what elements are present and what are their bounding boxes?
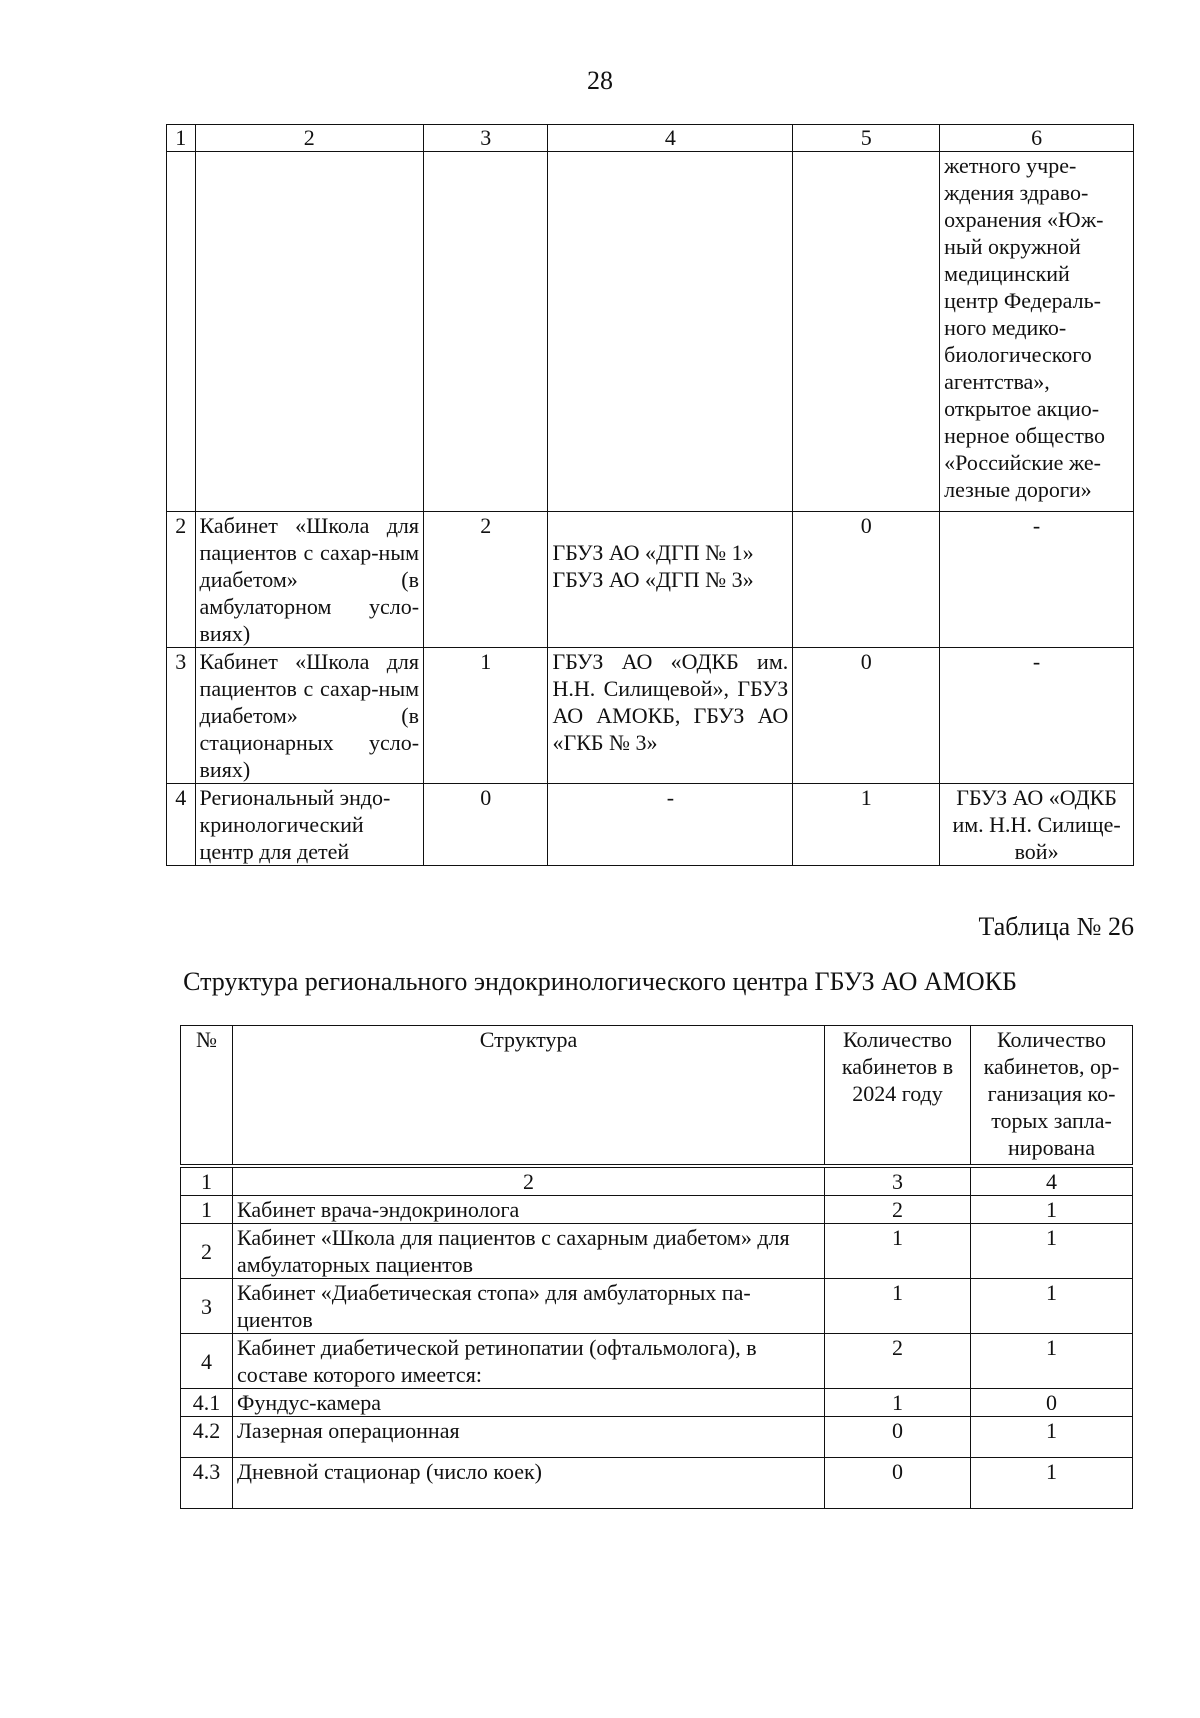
row-count-planned: 1 <box>971 1334 1133 1389</box>
row-structure: Кабинет врача-эндокринолога <box>233 1196 825 1224</box>
table-row <box>167 784 1134 866</box>
cell-institutions: ГБУЗ АО «ДГП № 1» ГБУЗ АО «ДГП № 3» <box>548 512 793 648</box>
table-number: Таблица № 26 <box>978 912 1134 941</box>
header-count-2024: Количество кабинетов в 2024 году <box>825 1026 971 1165</box>
column-number: 4 <box>971 1168 1133 1196</box>
row-count-2024: 0 <box>825 1417 971 1458</box>
table-row <box>181 1334 1133 1389</box>
header-structure: Структура <box>233 1026 825 1165</box>
row-structure: Кабинет диабетической ретинопатии (офтальмолога), в составе которого имеется: <box>233 1334 825 1389</box>
row-number: 3 <box>181 1279 233 1334</box>
table-row <box>181 1279 1133 1334</box>
table-row <box>181 1389 1133 1417</box>
row-structure: Лазерная операционная <box>233 1417 825 1458</box>
row-number: 4 <box>167 784 196 866</box>
cell-institutions <box>548 152 793 512</box>
table-header-row <box>181 1026 1133 1165</box>
row-count-2024: 2 <box>825 1196 971 1224</box>
cell-count: 0 <box>793 648 940 784</box>
row-count-2024: 1 <box>825 1279 971 1334</box>
header-number: № <box>181 1026 233 1165</box>
row-count-2024: 0 <box>825 1458 971 1509</box>
row-count-2024: 1 <box>825 1389 971 1417</box>
row-structure: Кабинет «Школа для пациентов с сахарным диабетом» для амбулаторных пациентов <box>233 1224 825 1279</box>
cell-institutions: - <box>940 648 1134 784</box>
structure-table <box>180 1025 1133 1509</box>
cell-count <box>793 152 940 512</box>
cell-institutions: ГБУЗ АО «ОДКБ им. Н.Н. Силище-вой» <box>940 784 1134 866</box>
continuation-table <box>166 124 1134 866</box>
table-numbering-row <box>181 1168 1133 1196</box>
cell-institutions: - <box>940 512 1134 648</box>
cell-count: 0 <box>424 784 548 866</box>
row-count-2024: 1 <box>825 1224 971 1279</box>
cell-institutions: - <box>548 784 793 866</box>
page-number: 28 <box>587 66 613 95</box>
cell-institutions: ГБУЗ АО «ОДКБ им. Н.Н. Силищевой», ГБУЗ АО АМОКБ, ГБУЗ АО «ГКБ № 3» <box>548 648 793 784</box>
row-number <box>167 152 196 512</box>
column-number: 3 <box>825 1168 971 1196</box>
table-row <box>181 1224 1133 1279</box>
cell-count: 2 <box>424 512 548 648</box>
row-number: 2 <box>167 512 196 648</box>
table-row <box>167 512 1134 648</box>
cell-name <box>195 152 423 512</box>
column-number: 6 <box>940 125 1134 152</box>
column-number: 2 <box>195 125 423 152</box>
row-count-planned: 1 <box>971 1224 1133 1279</box>
row-count-planned: 0 <box>971 1389 1133 1417</box>
row-structure: Фундус-камера <box>233 1389 825 1417</box>
row-count-planned: 1 <box>971 1417 1133 1458</box>
row-number: 2 <box>181 1224 233 1279</box>
table-row <box>181 1458 1133 1509</box>
row-number: 1 <box>181 1196 233 1224</box>
column-number: 4 <box>548 125 793 152</box>
column-number: 1 <box>181 1168 233 1196</box>
column-number: 5 <box>793 125 940 152</box>
cell-name: Региональный эндо-кринологический центр для детей <box>195 784 423 866</box>
row-number: 3 <box>167 648 196 784</box>
cell-count: 0 <box>793 512 940 648</box>
row-structure: Дневной стационар (число коек) <box>233 1458 825 1509</box>
row-number: 4.2 <box>181 1417 233 1458</box>
column-number: 1 <box>167 125 196 152</box>
row-structure: Кабинет «Диабетическая стопа» для амбулаторных па-циентов <box>233 1279 825 1334</box>
table-row <box>181 1196 1133 1224</box>
table-row <box>167 648 1134 784</box>
row-number: 4.1 <box>181 1389 233 1417</box>
row-count-planned: 1 <box>971 1196 1133 1224</box>
cell-institutions: жетного учре- ждения здраво- охранения «Юж- ный окружной медицинский центр Федераль- ного медико- биологического агентства», открытое акцио- нерное общество «Российские же- лезные дороги» <box>940 152 1134 512</box>
cell-name: Кабинет «Школа для пациентов с сахар-ным диабетом» (в амбулаторном усло-виях) <box>195 512 423 648</box>
cell-count: 1 <box>793 784 940 866</box>
row-count-planned: 1 <box>971 1458 1133 1509</box>
row-number: 4 <box>181 1334 233 1389</box>
table-row <box>181 1417 1133 1458</box>
row-count-planned: 1 <box>971 1279 1133 1334</box>
cell-count <box>424 152 548 512</box>
row-number: 4.3 <box>181 1458 233 1509</box>
header-count-planned: Количество кабинетов, ор-ганизация ко-торых запла-нирована <box>971 1026 1133 1165</box>
table-header-row <box>167 125 1134 152</box>
table-title: Структура регионального эндокринологического центра ГБУЗ АО АМОКБ <box>183 967 1017 996</box>
column-number: 3 <box>424 125 548 152</box>
column-number: 2 <box>233 1168 825 1196</box>
cell-count: 1 <box>424 648 548 784</box>
cell-name: Кабинет «Школа для пациентов с сахар-ным диабетом» (в стационарных усло-виях) <box>195 648 423 784</box>
table-row <box>167 152 1134 512</box>
row-count-2024: 2 <box>825 1334 971 1389</box>
